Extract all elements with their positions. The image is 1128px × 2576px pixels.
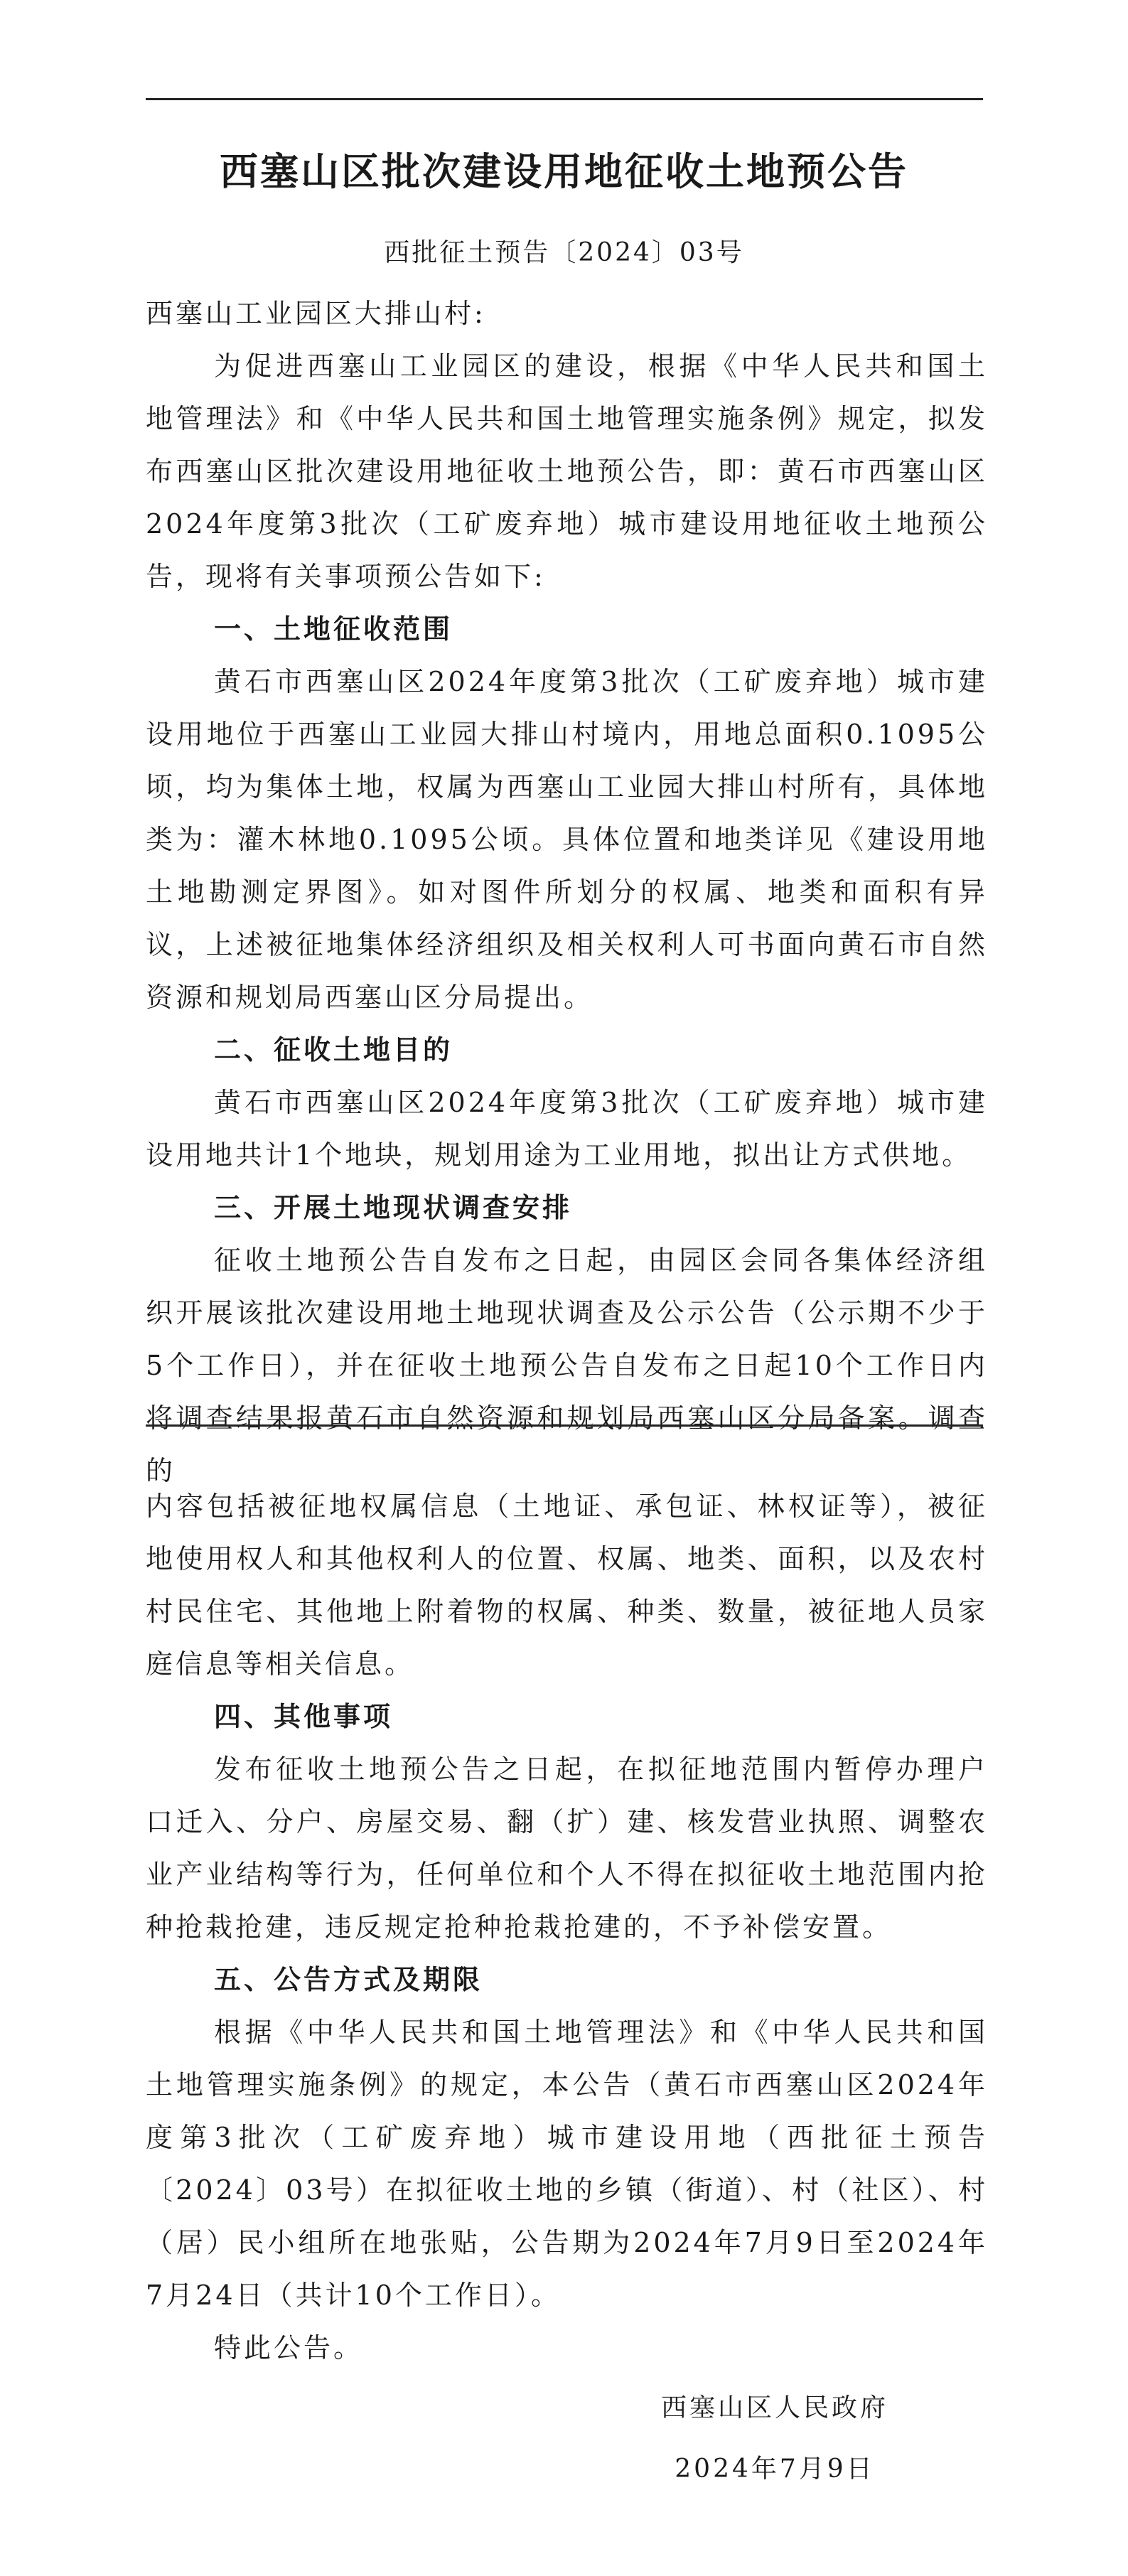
body-page-2 <box>146 1480 988 2374</box>
addressee: 西塞山工业园区大排山村: <box>146 298 486 329</box>
page-title: 西塞山区批次建设用地征收土地预公告 <box>220 149 908 194</box>
section-3-heading: 三、开展土地现状调查安排 <box>214 1192 573 1223</box>
section-5-body: 根据《中华人民共和国土地管理法》和《中华人民共和国土地管理实施条例》的规定，本公告（黄石市西塞山区2024年度第3批次（工矿废弃地）城市建设用地（西批征土预告〔2024〕03号）在拟征收土地的乡镇（街道）、村（社区）、村（居）民小组所在地张贴，公告期为2024年7月9日至2024年7月24日（共计10个工作日）。 <box>146 2017 988 2311</box>
body-page-1 <box>146 287 988 1497</box>
section-2-body: 黄石市西塞山区2024年度第3批次（工矿废弃地）城市建设用地共计1个地块，规划用途为工业用地，拟出让方式供地。 <box>146 1087 988 1171</box>
section-1-body: 黄石市西塞山区2024年度第3批次（工矿废弃地）城市建设用地位于西塞山工业园大排山村境内，用地总面积0.1095公顷，均为集体土地，权属为西塞山工业园大排山村所有，具体地类为：灌木林地0.1095公顷。具体位置和地类详见《建设用地土地勘测定界图》。如对图件所划分的权属、地类和面积有异议，上述被征地集体经济组织及相关权利人可书面向黄石市自然资源和规划局西塞山区分局提出。 <box>146 666 988 1013</box>
issuer-name: 西塞山区人民政府 <box>660 2393 888 2422</box>
page-break-rule <box>146 1424 983 1427</box>
closing-line: 特此公告。 <box>214 2332 364 2363</box>
section-4-body: 发布征收土地预公告之日起，在拟征地范围内暂停办理户口迁入、分户、房屋交易、翻（扩）建、核发营业执照、调整农业产业结构等行为，任何单位和个人不得在拟征收土地范围内抢种抢栽抢建，违反规定抢种抢栽抢建的，不予补偿安置。 <box>146 1754 988 1943</box>
section-3-body-part-1: 征收土地预公告自发布之日起，由园区会同各集体经济组织开展该批次建设用地土地现状调查及公示公告（公示期不少于5个工作日），并在征收土地预公告自发布之日起10个工作日内将调查结果报黄石市自然资源和规划局西塞山区分局备案。调查的 <box>146 1245 988 1486</box>
section-5-heading: 五、公告方式及期限 <box>214 1964 483 1995</box>
top-rule <box>146 98 983 100</box>
section-3-body-part-2: 内容包括被征地权属信息（土地证、承包证、林权证等），被征地使用权人和其他权利人的位置、权属、地类、面积，以及农村村民住宅、其他地上附着物的权属、种类、数量，被征地人员家庭信息等相关信息。 <box>146 1491 988 1680</box>
section-4-heading: 四、其他事项 <box>214 1701 394 1732</box>
section-2-heading: 二、征收土地目的 <box>214 1034 453 1066</box>
document-number: 西批征土预告〔2024〕03号 <box>384 238 744 267</box>
section-1-heading: 一、土地征收范围 <box>214 613 453 645</box>
issue-date: 2024年7月9日 <box>675 2454 875 2484</box>
intro-paragraph: 为促进西塞山工业园区的建设，根据《中华人民共和国土地管理法》和《中华人民共和国土地管理实施条例》规定，拟发布西塞山区批次建设用地征收土地预公告，即：黄石市西塞山区2024年度第3批次（工矿废弃地）城市建设用地征收土地预公告，现将有关事项预公告如下: <box>146 350 988 592</box>
